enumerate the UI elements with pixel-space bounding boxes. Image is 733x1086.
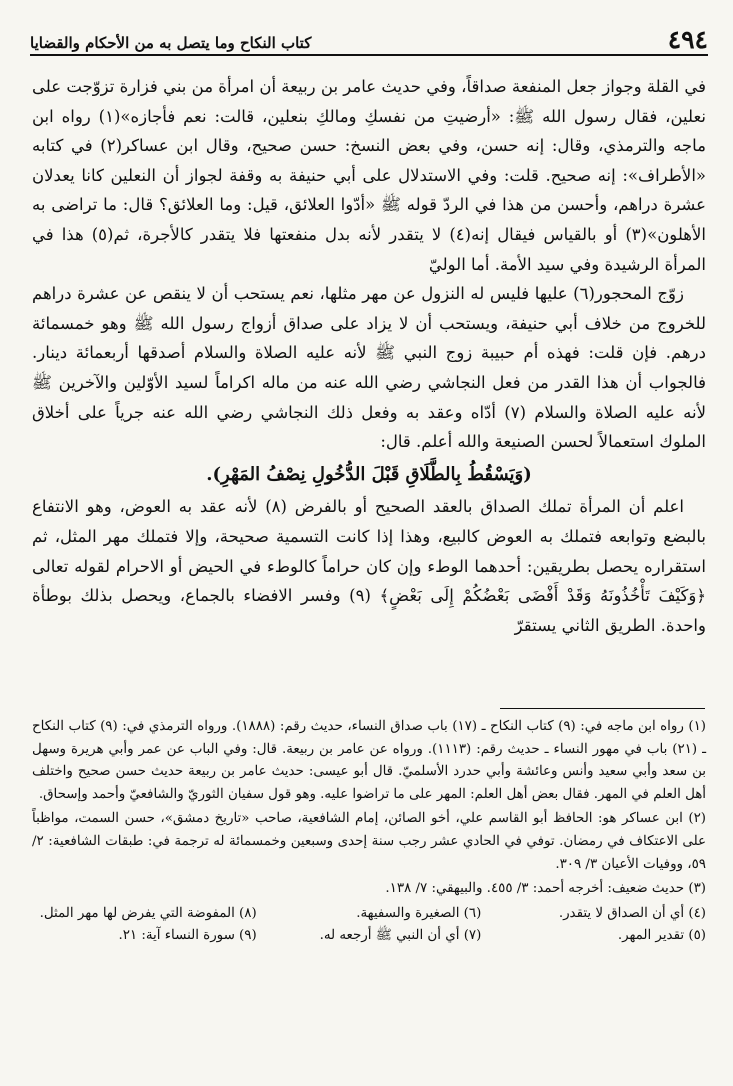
paragraph-2: زوّج المحجور(٦) عليها فليس له النزول عن مهر مثلها، نعم يستحب أن لا ينقص عن عشرة دراهم للخروج من خلاف أبي حنيفة، ويستحب أن لا يزاد على صداق أزواج رسول الله ﷺ وهو خمسمائة درهم. فإن قلت: فهذه أم حبيبة زوج النبي ﷺ لأنه عليه الصلاة والسلام أصدقها أربعمائة دينار. فالجواب أن هذا القدر من فعل النجاشي رضي الله عنه من ماله اكراماً لسيد الأوّلين والآخرين ﷺ لأنه عليه الصلاة والسلام (٧) أدّاه وعقد به وفعل ذلك النجاشي رضي الله عنه جرياً على أخلاق الملوك استعمالاً لحسن الصنيعة والله أعلم. قال: <box>32 284 706 452</box>
page-header <box>30 24 708 56</box>
footnote-3: (٣) حديث ضعيف: أخرجه أحمد: ٣/ ٤٥٥. والبيهقي: ٧/ ١٣٨. <box>385 881 706 897</box>
footnote-2: (٢) ابن عساكر هو: الحافظ أبو القاسم علي، أخو الصائن، إمام الشافعية، صاحب «تاريخ دمشق»، حسن السمت، مواظباً على الاعتكاف في رمضان. توفي في الحادي عشر رجب سنة إحدى وسبعين وخمسمائة له ترجمة في: طبقات الشافعية: ٢/ ٥٩، ووفيات الأعيان ٣/ ٣٠٩. <box>32 811 706 872</box>
paragraph-3: اعلم أن المرأة تملك الصداق بالعقد الصحيح أو بالفرض (٨) لأنه عقد به العوض، وهو الانتفاع بالبضع وتوابعه فتملك به العوض كالبيع، وهذا إذا كانت التسمية صحيحة، وإلا فتملك مهر المثل، ثم استقراره يحصل بطريقين: أحدهما الوطء وإن كان حراماً كالوطء في الحيض أو الاحرام لقوله تعالى ﴿وَكَيْفَ تَأْخُذُونَهُ وَقَدْ أَفْضَى بَعْضُكُمْ إِلَى بَعْضٍ﴾ (٩) وفسر الافضاء بالجماع، ويحصل بذلك بوطأة واحدة. الطريق الثاني يستقرّ <box>32 497 706 635</box>
footnote-4: (٤) أي أن الصداق لا يتقدر. <box>558 905 706 921</box>
footnote-6: (٦) الصغيرة والسفيهة. <box>356 905 482 921</box>
page-number: ٤٩٤ <box>667 25 708 54</box>
footnotes <box>32 716 706 948</box>
short-footnotes <box>32 903 706 948</box>
footnote-1: (١) رواه ابن ماجه في: (٩) كتاب النكاح ـ (١٧) باب صداق النساء، حديث رقم: (١٨٨٨). ورواه الترمذي في: (٩) كتاب النكاح ـ (٢١) باب في مهور النساء ـ حديث رقم: (١١١٣). ورواه عن عامر بن ربيعة. قال: وفي الباب عن عمر وأبي هريرة وسهل بن سعد وأبي سعيد وأنس وعائشة وأبي حدرد الأسلميّ. قال أبو عيسى: حديث عامر بن ربيعة حديث حسن صحيح واختلف أهل العلم في المهر. فقال بعض أهل العلم: المهر على ما تراضوا عليه. وهو قول سفيان الثوريّ والشافعيّ وأحمد وإسحاق. <box>32 719 707 802</box>
footnote-5: (٥) تقدير المهر. <box>617 928 706 944</box>
main-text <box>32 72 706 640</box>
footnote-7: (٧) أي أن النبي ﷺ أرجعه له. <box>319 928 482 944</box>
section-title: (وَيَسْقُطُ بِالطَّلَاقِ قَبْلَ الدُّخُولِ نِصْفُ المَهْرِ). <box>206 463 532 485</box>
footnote-9: (٩) سورة النساء آية: ٢١. <box>118 928 257 944</box>
footnote-8: (٨) المفوضة التي يفرض لها مهر المثل. <box>39 905 257 921</box>
footnote-divider <box>500 708 705 709</box>
paragraph-1: في القلة وجواز جعل المنفعة صداقاً، وفي حديث عامر بن ربيعة أن امرأة من بني فزارة تزوّجت على نعلين، فقال رسول الله ﷺ: «أرضيتِ من نفسكِ ومالكِ بنعلين، قالت: نعم فأجازه»(١) رواه ابن ماجه والترمذي، وقال: إنه حسن، وفي بعض النسخ: حسن صحيح، وقال ابن عساكر(٢) في كتابه «الأطراف»: إنه صحيح. قلت: وفي الاستدلال على أبي حنيفة به وقفة لجواز أن النعلين كانا يعدلان عشرة دراهم، وأحسن من هذا في الردّ قوله ﷺ «أدّوا العلائق، قيل: وما العلائق؟ قال: ما تراضى به الأهلون»(٣) أو بالقياس فيقال إنه(٤) لا يتقدر لأنه بدل منفعتها فلا يتقدر كالأجرة، ثم(٥) هذا في المرأة الرشيدة وفي سيد الأمة. أما الوليّ <box>32 77 706 274</box>
running-title: كتاب النكاح وما يتصل به من الأحكام والقضايا <box>30 34 312 52</box>
